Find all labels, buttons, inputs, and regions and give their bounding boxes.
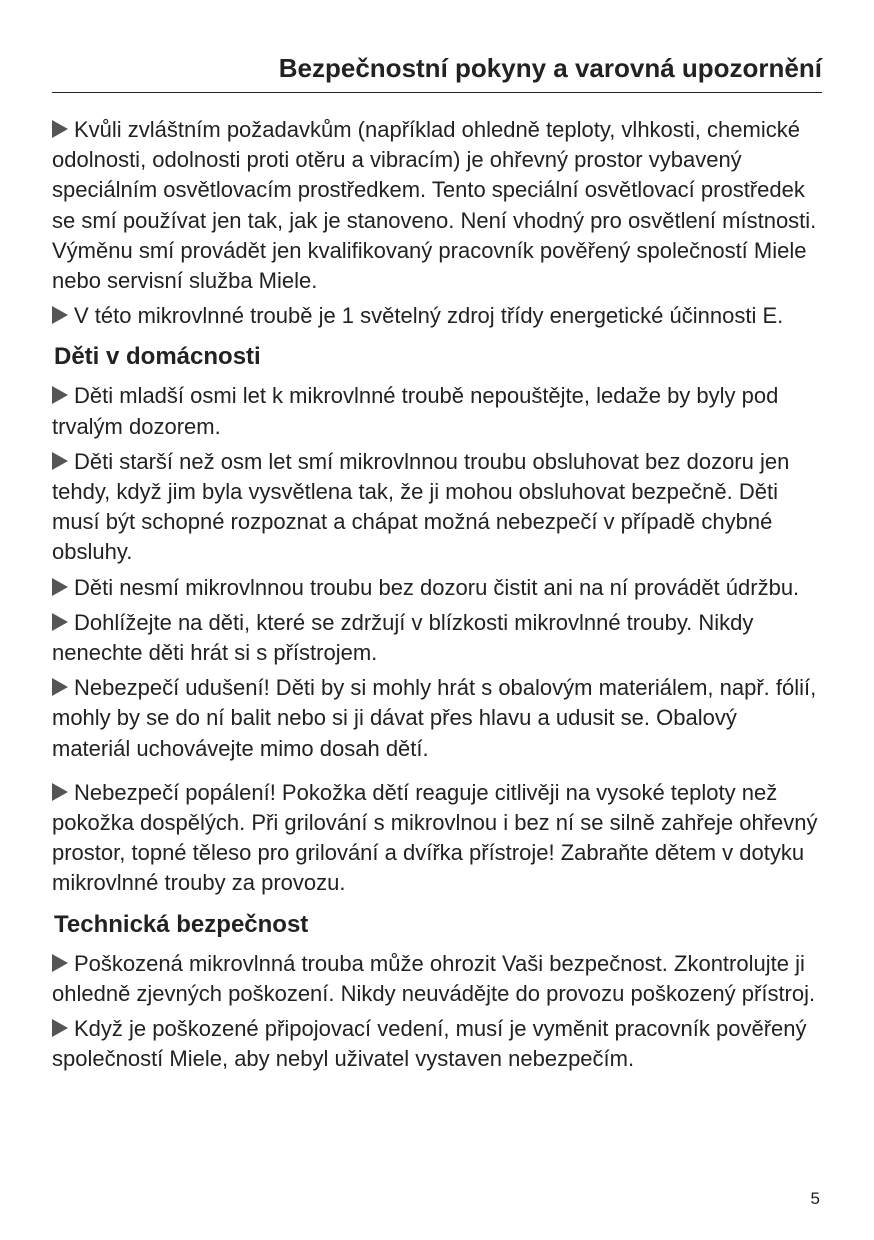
bullet-triangle-icon [52, 613, 68, 631]
safety-item-text: Děti starší než osm let smí mikrovlnnou troubu obsluhovat bez dozoru jen tehdy, když jim byla vysvětlena tak, že ji mohou obsluhovat bezpečně. Děti musí být schopné rozpoznat a chápat možná nebezpečí v případě chybné obsluhy. [52, 448, 790, 565]
safety-item-text: Dohlížejte na děti, které se zdržují v blízkosti mikrovlnné trouby. Nikdy nenechte děti hrát si s přístrojem. [52, 609, 754, 666]
safety-item-text: Děti nesmí mikrovlnnou troubu bez dozoru čistit ani na ní provádět údržbu. [74, 574, 800, 600]
safety-item-text: Nebezpečí popálení! Pokožka dětí reaguje citlivěji na vysoké teploty než pokožka dospělých. Při grilování s mikrovlnou i bez ní se silně zahřeje ohřevný prostor, topné těleso pro grilování a dvířka přístroje! Zabraňte dětem v dotyku mikrovlnné trouby za provozu. [52, 779, 818, 896]
bullet-triangle-icon [52, 1019, 68, 1037]
page-title: Bezpečnostní pokyny a varovná upozornění [278, 53, 822, 83]
safety-item [52, 1014, 820, 1074]
safety-item [52, 381, 820, 441]
safety-item-text: Děti mladší osmi let k mikrovlnné troubě nepouštějte, ledaže by byly pod trvalým dozorem. [52, 383, 779, 439]
safety-item [52, 608, 820, 668]
safety-item [52, 778, 820, 899]
bullet-triangle-icon [52, 578, 68, 596]
page-content [52, 115, 820, 1079]
bullet-triangle-icon [52, 386, 68, 404]
bullet-triangle-icon [52, 678, 68, 696]
bullet-triangle-icon [52, 954, 68, 972]
bullet-triangle-icon [52, 120, 68, 138]
safety-item [52, 573, 820, 603]
page-header [52, 50, 822, 93]
safety-item-text: Když je poškozené připojovací vedení, musí je vyměnit pracovník pověřený společností Miele, aby nebyl uživatel vystaven nebezpečím. [52, 1016, 807, 1072]
safety-item-text: V této mikrovlnné troubě je 1 světelný zdroj třídy energetické účinnosti E. [74, 303, 784, 329]
safety-item-text: Poškozená mikrovlnná trouba může ohrozit Vaši bezpečnost. Zkontrolujte ji ohledně zjevných poškození. Nikdy neuvádějte do provozu poškozený přístroj. [52, 950, 816, 1006]
safety-item [52, 949, 820, 1009]
bullet-triangle-icon [52, 306, 68, 324]
section-title-technical: Technická bezpečnost [54, 910, 309, 938]
safety-item-text: Nebezpečí udušení! Děti by si mohly hrát s obalovým materiálem, např. fólií, mohly by se do ní balit nebo si ji dávat přes hlavu a udusit se. Obalový materiál uchovávejte mimo dosah dětí. [52, 675, 817, 761]
safety-item-text: Kvůli zvláštním požadavkům (například ohledně teploty, vlhkosti, chemické odolnosti, odolnosti proti otěru a vibracím) je ohřevný prostor vybavený speciálním osvětlovacím prostředkem. Tento speciální osvětlovací prostředek se smí používat jen tak, jak je stanoveno. Není vhodný pro osvětlení místnosti. Výměnu smí provádět jen kvalifikovaný pracovník pověřený společností Miele nebo servisní služba Miele. [52, 117, 817, 294]
safety-item [52, 115, 820, 296]
safety-item [52, 673, 820, 764]
section-title-children: Děti v domácnosti [54, 343, 261, 371]
page-number: 5 [810, 1189, 820, 1208]
bullet-triangle-icon [52, 783, 68, 801]
safety-item [52, 447, 820, 568]
bullet-triangle-icon [52, 452, 68, 470]
safety-item [52, 301, 820, 331]
